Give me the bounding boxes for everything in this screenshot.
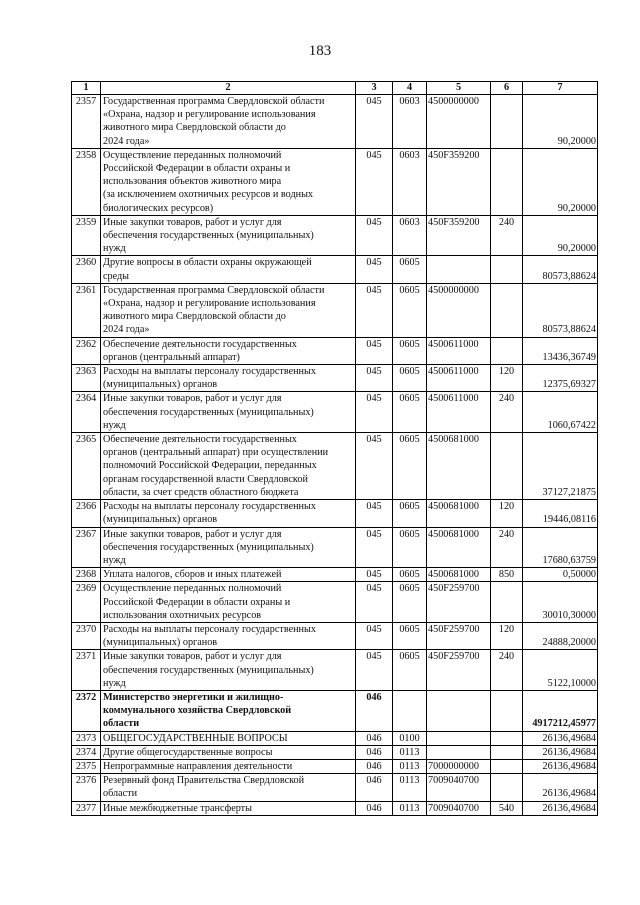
item-name: Иные закупки товаров, работ и услуг для обеспечения государственных (муниципальных) нужд <box>101 527 356 568</box>
table-row <box>72 215 598 256</box>
row-number: 2371 <box>72 650 101 691</box>
table-row <box>72 337 598 364</box>
section-code: 0605 <box>393 500 427 527</box>
section-code: 0605 <box>393 568 427 582</box>
amount: 90,20000 <box>523 215 598 256</box>
target-article-code: 4500681000 <box>427 527 491 568</box>
expense-type-code: 240 <box>491 650 523 691</box>
target-article-code: 450F259700 <box>427 650 491 691</box>
section-code: 0605 <box>393 622 427 649</box>
amount: 26136,49684 <box>523 801 598 815</box>
table-row <box>72 759 598 773</box>
target-article-code: 4500681000 <box>427 433 491 500</box>
section-code: 0605 <box>393 337 427 364</box>
amount: 5122,10000 <box>523 650 598 691</box>
target-article-code: 4500000000 <box>427 95 491 149</box>
target-article-code: 4500611000 <box>427 365 491 392</box>
item-name: Другие общегосударственные вопросы <box>101 745 356 759</box>
expense-type-code: 540 <box>491 801 523 815</box>
amount: 19446,08116 <box>523 500 598 527</box>
expense-type-code <box>491 148 523 215</box>
table-row <box>72 801 598 815</box>
target-article-code: 450F259700 <box>427 582 491 623</box>
amount: 26136,49684 <box>523 745 598 759</box>
row-number: 2361 <box>72 283 101 337</box>
expense-type-code: 120 <box>491 622 523 649</box>
row-number: 2357 <box>72 95 101 149</box>
ministry-code: 045 <box>356 500 393 527</box>
row-number: 2360 <box>72 256 101 283</box>
amount: 24888,20000 <box>523 622 598 649</box>
section-code: 0113 <box>393 759 427 773</box>
table-body <box>72 95 598 816</box>
ministry-code: 046 <box>356 759 393 773</box>
target-article-code: 4500681000 <box>427 500 491 527</box>
expense-type-code <box>491 337 523 364</box>
table-row <box>72 745 598 759</box>
amount: 90,20000 <box>523 148 598 215</box>
column-header: 1 <box>72 82 101 95</box>
item-name: Обеспечение деятельности государственных органов (центральный аппарат) при осуществлении полномочий Российской Федерации, переданных органам государственной власти Свердловской области, за счет средств областного бюджета <box>101 433 356 500</box>
expense-type-code <box>491 283 523 337</box>
row-number: 2372 <box>72 690 101 731</box>
item-name: Уплата налогов, сборов и иных платежей <box>101 568 356 582</box>
table-row <box>72 433 598 500</box>
item-name: Непрограммные направления деятельности <box>101 759 356 773</box>
target-article-code: 4500681000 <box>427 568 491 582</box>
item-name: Расходы на выплаты персоналу государственных (муниципальных) органов <box>101 365 356 392</box>
item-name: Резервный фонд Правительства Свердловской области <box>101 774 356 801</box>
section-code: 0605 <box>393 582 427 623</box>
row-number: 2377 <box>72 801 101 815</box>
table-row <box>72 95 598 149</box>
column-header: 3 <box>356 82 393 95</box>
expense-type-code: 240 <box>491 215 523 256</box>
ministry-code: 045 <box>356 650 393 691</box>
ministry-code: 045 <box>356 582 393 623</box>
item-name: ОБЩЕГОСУДАРСТВЕННЫЕ ВОПРОСЫ <box>101 731 356 745</box>
expense-type-code <box>491 95 523 149</box>
row-number: 2362 <box>72 337 101 364</box>
row-number: 2365 <box>72 433 101 500</box>
target-article-code: 4500000000 <box>427 283 491 337</box>
table-row <box>72 392 598 433</box>
section-code: 0605 <box>393 392 427 433</box>
ministry-code: 046 <box>356 801 393 815</box>
amount: 26136,49684 <box>523 759 598 773</box>
expense-type-code: 850 <box>491 568 523 582</box>
ministry-code: 046 <box>356 731 393 745</box>
ministry-code: 045 <box>356 95 393 149</box>
target-article-code <box>427 256 491 283</box>
item-name: Иные закупки товаров, работ и услуг для обеспечения государственных (муниципальных) нужд <box>101 215 356 256</box>
expense-type-code <box>491 774 523 801</box>
row-number: 2366 <box>72 500 101 527</box>
ministry-code: 045 <box>356 433 393 500</box>
section-code: 0100 <box>393 731 427 745</box>
table-row <box>72 774 598 801</box>
ministry-code: 045 <box>356 365 393 392</box>
ministry-code: 046 <box>356 745 393 759</box>
row-number: 2374 <box>72 745 101 759</box>
section-code: 0113 <box>393 801 427 815</box>
target-article-code <box>427 690 491 731</box>
item-name: Иные закупки товаров, работ и услуг для обеспечения государственных (муниципальных) нужд <box>101 392 356 433</box>
item-name: Осуществление переданных полномочий Российской Федерации в области охраны и использования объектов животного мира (за исключением охотничьих ресурсов и водных биологических ресурсов) <box>101 148 356 215</box>
expense-type-code: 240 <box>491 527 523 568</box>
amount: 37127,21875 <box>523 433 598 500</box>
amount: 30010,30000 <box>523 582 598 623</box>
table-row <box>72 283 598 337</box>
section-code: 0603 <box>393 95 427 149</box>
ministry-code: 045 <box>356 392 393 433</box>
budget-table <box>71 81 598 816</box>
item-name: Расходы на выплаты персоналу государственных (муниципальных) органов <box>101 622 356 649</box>
ministry-code: 045 <box>356 622 393 649</box>
row-number: 2370 <box>72 622 101 649</box>
item-name: Осуществление переданных полномочий Российской Федерации в области охраны и использования охотничьих ресурсов <box>101 582 356 623</box>
section-code: 0113 <box>393 745 427 759</box>
table-row <box>72 690 598 731</box>
amount: 26136,49684 <box>523 731 598 745</box>
column-header: 4 <box>393 82 427 95</box>
expense-type-code <box>491 690 523 731</box>
table-row <box>72 148 598 215</box>
expense-type-code: 120 <box>491 365 523 392</box>
column-header: 2 <box>101 82 356 95</box>
target-article-code: 7009040700 <box>427 774 491 801</box>
row-number: 2369 <box>72 582 101 623</box>
ministry-code: 046 <box>356 774 393 801</box>
table-row <box>72 582 598 623</box>
amount: 26136,49684 <box>523 774 598 801</box>
column-header: 5 <box>427 82 491 95</box>
table-row <box>72 256 598 283</box>
ministry-code: 045 <box>356 215 393 256</box>
expense-type-code <box>491 256 523 283</box>
column-header: 6 <box>491 82 523 95</box>
amount: 1060,67422 <box>523 392 598 433</box>
amount: 0,50000 <box>523 568 598 582</box>
target-article-code: 7009040700 <box>427 801 491 815</box>
row-number: 2358 <box>72 148 101 215</box>
row-number: 2373 <box>72 731 101 745</box>
table-row <box>72 365 598 392</box>
page-number: 183 <box>308 43 332 59</box>
amount: 90,20000 <box>523 95 598 149</box>
amount: 17680,63759 <box>523 527 598 568</box>
expense-type-code <box>491 759 523 773</box>
ministry-code: 045 <box>356 568 393 582</box>
section-code: 0605 <box>393 365 427 392</box>
row-number: 2375 <box>72 759 101 773</box>
table-row <box>72 527 598 568</box>
target-article-code <box>427 731 491 745</box>
section-code: 0605 <box>393 650 427 691</box>
item-name: Расходы на выплаты персоналу государственных (муниципальных) органов <box>101 500 356 527</box>
expense-type-code <box>491 433 523 500</box>
item-name: Обеспечение деятельности государственных органов (центральный аппарат) <box>101 337 356 364</box>
ministry-code: 045 <box>356 256 393 283</box>
ministry-code: 045 <box>356 527 393 568</box>
section-code: 0605 <box>393 283 427 337</box>
ministry-code: 046 <box>356 690 393 731</box>
target-article-code: 450F259700 <box>427 622 491 649</box>
ministry-code: 045 <box>356 148 393 215</box>
ministry-code: 045 <box>356 337 393 364</box>
header-row <box>72 82 598 95</box>
amount: 4917212,45977 <box>523 690 598 731</box>
target-article-code: 4500611000 <box>427 337 491 364</box>
section-code <box>393 690 427 731</box>
section-code: 0603 <box>393 148 427 215</box>
expense-type-code <box>491 582 523 623</box>
expense-type-code <box>491 731 523 745</box>
table-row <box>72 731 598 745</box>
row-number: 2368 <box>72 568 101 582</box>
section-code: 0605 <box>393 433 427 500</box>
item-name: Другие вопросы в области охраны окружающей среды <box>101 256 356 283</box>
expense-type-code: 240 <box>491 392 523 433</box>
ministry-code: 045 <box>356 283 393 337</box>
row-number: 2364 <box>72 392 101 433</box>
amount: 80573,88624 <box>523 283 598 337</box>
expense-type-code: 120 <box>491 500 523 527</box>
table-row <box>72 568 598 582</box>
item-name: Государственная программа Свердловской области «Охрана, надзор и регулирование использования животного мира Свердловской области до 2024 года» <box>101 95 356 149</box>
item-name: Министерство энергетики и жилищно- коммунального хозяйства Свердловской области <box>101 690 356 731</box>
item-name: Государственная программа Свердловской области «Охрана, надзор и регулирование использования животного мира Свердловской области до 2024 года» <box>101 283 356 337</box>
section-code: 0113 <box>393 774 427 801</box>
row-number: 2367 <box>72 527 101 568</box>
column-header: 7 <box>523 82 598 95</box>
item-name: Иные закупки товаров, работ и услуг для обеспечения государственных (муниципальных) нужд <box>101 650 356 691</box>
item-name: Иные межбюджетные трансферты <box>101 801 356 815</box>
amount: 80573,88624 <box>523 256 598 283</box>
row-number: 2376 <box>72 774 101 801</box>
target-article-code: 450F359200 <box>427 148 491 215</box>
section-code: 0605 <box>393 527 427 568</box>
table-row <box>72 622 598 649</box>
row-number: 2359 <box>72 215 101 256</box>
table-row <box>72 500 598 527</box>
expense-type-code <box>491 745 523 759</box>
target-article-code <box>427 745 491 759</box>
table-row <box>72 650 598 691</box>
section-code: 0605 <box>393 256 427 283</box>
amount: 13436,36749 <box>523 337 598 364</box>
target-article-code: 7000000000 <box>427 759 491 773</box>
target-article-code: 4500611000 <box>427 392 491 433</box>
section-code: 0603 <box>393 215 427 256</box>
target-article-code: 450F359200 <box>427 215 491 256</box>
row-number: 2363 <box>72 365 101 392</box>
amount: 12375,69327 <box>523 365 598 392</box>
